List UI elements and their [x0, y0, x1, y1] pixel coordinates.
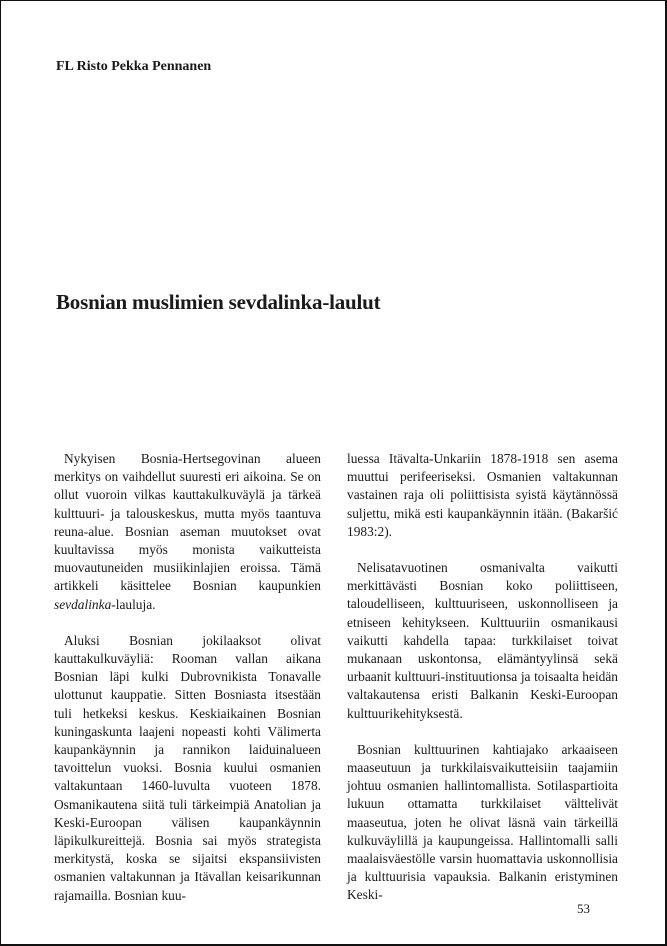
emphasized-term: sevdalinka	[54, 596, 112, 612]
paragraph: Aluksi Bosnian jokilaaksot olivat kauttakulkuväyliä: Rooman vallan aikana Bosnian läpi kulki Dubrovnikista Tonavalle ulottunut kauppatie. Sitten Bosniasta itsestään tuli hetkeksi keskus. Keskiaikainen Bosnian kuningaskunta laajeni nopeasti kohti Välimerta kaupankäynnin ja rannikon laiduinalueen tavoittelun vuoksi. Bosnia kuului osmanien valtakuntaan 1460-luvulta vuoteen 1878. Osmanikautena siitä tuli tärkeimpiä Anatolian ja Keski-Euroopan välisen kaupankäynnin läpikulkureittejä. Bosnia sai myös strategista merkitystä, koska se sijaitsi ekspansiivisten osmanien valtakunnan ja Itävallan keisarikunnan rajamailla. Bosnian kuu-	[54, 632, 321, 903]
page-number: 53	[577, 901, 590, 916]
text-column-right	[347, 450, 618, 905]
paragraph: Nelisatavuotinen osmanivalta vaikutti merkittävästi Bosnian koko poliittiseen, taloudelliseen, kulttuuriseen, uskonnolliseen ja etniseen kehitykseen. Kulttuuriin osmanikausi vaikutti kahdella tapaa: turkkilaiset toivat mukanaan uskontonsa, elämäntyylinsä sekä urbaanit kulttuuri-instituutionsa ja toisaalta heidän valtakautensa eristi Balkanin Keski-Euroopan kulttuurikehityksestä.	[347, 560, 618, 721]
paragraph-text: Nykyisen Bosnia-Hertsegovinan alueen merkitys on vaihdellut suuresti eri aikoina. Se on ollut vuoroin vilkas kauttakulkuväylä ja tärkeä kulttuuri- ja talouskeskus, mutta myös taantuva reuna-alue. Bosnian aseman muutokset ovat kuultavissa myös monista vaikutteista muovautuneiden musiikinlajien eroissa. Tämä artikkeli käsittelee Bosnian kaupunkien	[54, 451, 321, 594]
author-name: FL Risto Pekka Pennanen	[56, 59, 212, 74]
text-column-left	[54, 450, 321, 905]
paragraph	[54, 450, 321, 614]
paragraph-text: -lauluja.	[111, 596, 156, 612]
article-title: Bosnian muslimien sevdalinka-laulut	[56, 290, 381, 314]
paragraph: Bosnian kulttuurinen kahtiajako arkaaiseen maaseutuun ja turkkilaisvaikutteisiin taajamiin johtuu osmanien hallintomallista. Sotilaspartioita lukuun ottamatta turkkilaiset välttelivät maaseutua, joten he olivat läsnä vain tärkeillä kulkuväylillä ja kaupungeissa. Hallintomalli salli maalaisväestölle varsin huomattavia uskonnollisia ja kulttuurisia vapauksia. Balkanin eristyminen Keski-	[347, 741, 618, 903]
paragraph: luessa Itävalta-Unkariin 1878-1918 sen asema muuttui perifeeriseksi. Osmanien valtakunnan vastainen raja oli poliittisista syistä käytännössä suljettu, mikä esti kaupankäynnin itään. (Bakaršić 1983:2).	[347, 451, 618, 539]
